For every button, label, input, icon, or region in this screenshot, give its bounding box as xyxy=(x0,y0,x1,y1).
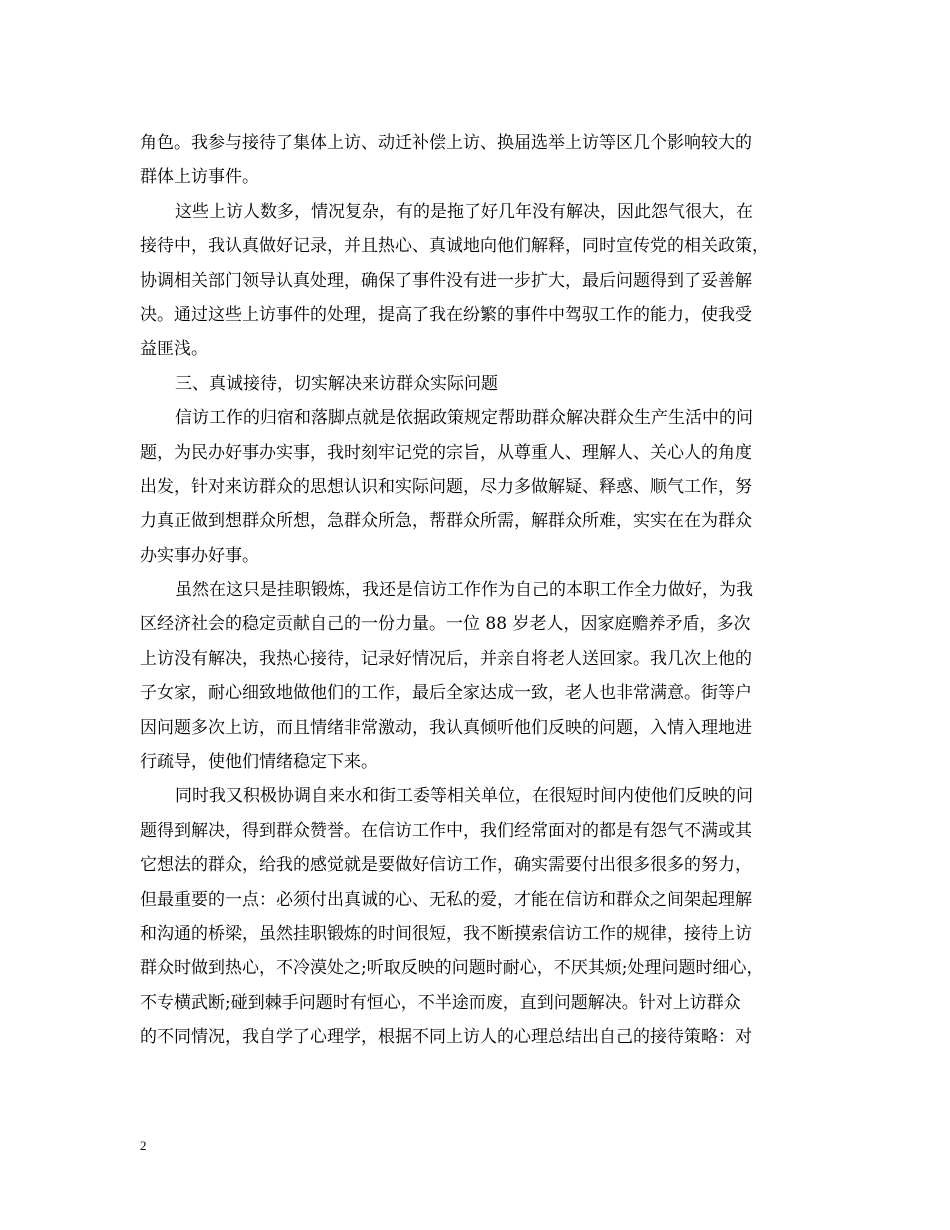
text-line: 不专横武断;碰到棘手问题时有恒心，不半途而废，直到问题解决。针对上访群众 xyxy=(140,992,741,1013)
text-line: 接待中，我认真做好记录，并且热心、真诚地向他们解释，同时宣传党的相关政策， xyxy=(140,236,769,257)
text-line: 题，为民办好事办实事，我时刻牢记党的宗旨，从尊重人、理解人、关心人的角度 xyxy=(140,442,752,463)
text-line: 但最重要的一点：必须付出真诚的心、无私的爱，才能在信访和群众之间架起理解 xyxy=(140,889,752,910)
text-line: 协调相关部门领导认真处理，确保了事件没有进一步扩大，最后问题得到了妥善解 xyxy=(140,270,752,291)
text-line: 题得到解决，得到群众赞誉。在信访工作中，我们经常面对的都是有怨气不满或其 xyxy=(140,820,752,841)
text-line: 三、真诚接待，切实解决来访群众实际问题 xyxy=(175,373,498,394)
text-line: 群众时做到热心，不冷漠处之;听取反映的问题时耐心，不厌其烦;处理问题时细心， xyxy=(140,958,764,979)
text-line: 这些上访人数多，情况复杂，有的是拖了好几年没有解决，因此怨气很大，在 xyxy=(175,201,753,222)
page-number: 2 xyxy=(140,1138,147,1153)
text-line: 同时我又积极协调自来水和街工委等相关单位，在很短时间内使他们反映的问 xyxy=(175,786,753,807)
text-line: 力真正做到想群众所想，急群众所急，帮群众所需，解群众所难，实实在在为群众 xyxy=(140,511,752,532)
text-line: 因问题多次上访，而且情绪非常激动，我认真倾听他们反映的问题，入情入理地进 xyxy=(140,717,752,738)
text-line: 子女家，耐心细致地做他们的工作，最后全家达成一致，老人也非常满意。街等户 xyxy=(140,683,752,704)
text-line: 行疏导，使他们情绪稳定下来。 xyxy=(140,752,378,773)
text-line: 角色。我参与接待了集体上访、动迁补偿上访、换届选举上访等区几个影响较大的 xyxy=(140,133,752,153)
text-line: 上访没有解决，我热心接待，记录好情况后，并亲自将老人送回家。我几次上他的 xyxy=(140,648,752,669)
body-text xyxy=(140,126,812,1055)
text-line: 决。通过这些上访事件的处理，提高了我在纷繁的事件中驾驭工作的能力，使我受 xyxy=(140,304,752,325)
text-line: 益匪浅。 xyxy=(140,339,208,360)
text-line: 区经济社会的稳定贡献自己的一份力量。一位 88 岁老人，因家庭赡养矛盾，多次 xyxy=(140,614,751,635)
text-line: 虽然在这只是挂职锻炼，我还是信访工作作为自己的本职工作全力做好，为我 xyxy=(175,580,753,601)
text-line: 信访工作的归宿和落脚点就是依据政策规定帮助群众解决群众生产生活中的问 xyxy=(175,408,753,429)
text-line: 它想法的群众，给我的感觉就是要做好信访工作，确实需要付出很多很多的努力， xyxy=(140,855,752,876)
text-line: 的不同情况，我自学了心理学，根据不同上访人的心理总结出自己的接待策略：对 xyxy=(140,1027,752,1048)
text-line: 办实事办好事。 xyxy=(140,545,259,566)
text-line: 出发，针对来访群众的思想认识和实际问题，尽力多做解疑、释惑、顺气工作，努 xyxy=(140,476,752,497)
text-line: 和沟通的桥梁，虽然挂职锻炼的时间很短，我不断摸索信访工作的规律，接待上访 xyxy=(140,923,752,944)
text-line: 群体上访事件。 xyxy=(140,167,259,188)
